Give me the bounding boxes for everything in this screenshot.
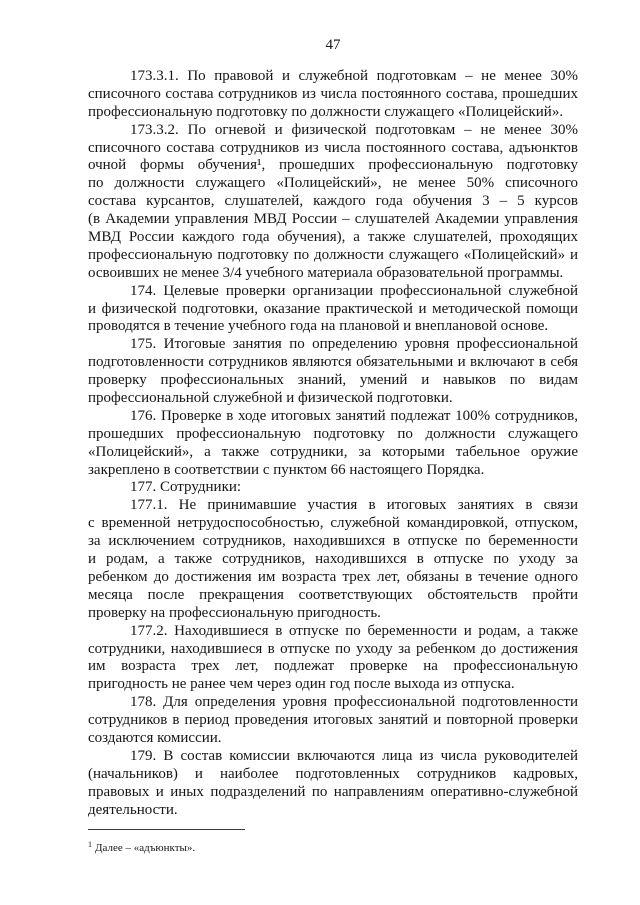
text-line: 179. В состав комиссии включаются лица из числа руководителей [130,747,578,764]
text-line: и родам, а также сотрудников, находившихся в отпуске по уходу за [88,551,578,568]
text-line: 173.3.2. По огневой и физической подготовкам – не менее 30% [130,121,578,138]
text-line: МВД России каждого года обучения), а также слушателей, проходящих [88,229,578,246]
text-line: сотрудников в период проведения итоговых занятий и повторной проверки [88,712,578,729]
text-line: правовых и иных подразделений по направлениям оперативно-служебной [88,783,578,800]
page-number: 47 [325,37,341,53]
clause-178 [88,694,578,748]
text-line: списочного состава сотрудников из числа постоянного состава, прошедших [88,85,578,102]
text-line: им возраста трех лет, подлежат проверке на профессиональную [88,658,578,675]
clause-173-3-2 [88,122,578,283]
text-line: с временной нетрудоспособностью, служебной командировкой, отпуском, [88,515,578,532]
text-line: прошедших профессиональную подготовку по должности служащего [88,425,578,442]
clause-177 [88,479,578,497]
text-line: (начальников) и наиболее подготовленных сотрудников кадровых, [88,765,578,782]
text-line: месяца после прекращения соответствующих обстоятельств пройти [88,586,578,603]
text-line: 173.3.1. По правовой и служебной подготовкам – не менее 30% [130,68,578,84]
text-line: закреплено в соответствии с пунктом 66 настоящего Порядка. [88,461,485,478]
footnote-text: Далее – «адъюнкты». [95,842,196,854]
text-line: 177. Сотрудники: [130,479,242,496]
text-line: подготовленности сотрудников являются обязательными и включают в себя [88,354,578,371]
clause-173-3-1 [88,68,578,122]
clause-176 [88,408,578,480]
footnote [88,841,195,856]
text-line: деятельности. [88,801,178,818]
text-line: состава курсантов, слушателей, каждого года обучения 3 – 5 курсов [88,193,578,210]
footnote-separator [88,829,245,830]
document-body [88,68,578,819]
text-line: очной формы обучения¹, прошедших профессиональную подготовку [88,157,578,174]
text-line: 175. Итоговые занятия по определению уровня профессиональной [130,336,578,353]
clause-174 [88,283,578,337]
text-line: ребенком до достижения им возраста трех лет, обязаны в течение одного [88,568,578,585]
clause-177-1 [88,497,578,622]
text-line: проверку профессиональных знаний, умений и навыков по видам [88,372,578,389]
text-line: пригодность не ранее чем через один год после выхода из отпуска. [88,676,515,693]
text-line: проверку на профессиональную пригодность. [88,604,381,621]
text-line: проводятся в течение учебного года на плановой и внеплановой основе. [88,318,549,335]
text-line: профессиональную подготовку по должности служащего «Полицейский» и [88,246,578,263]
text-line: сотрудники, находившиеся в отпуске по уходу за ребенком до достижения [88,640,578,657]
text-line: 178. Для определения уровня профессиональной подготовленности [130,694,578,711]
text-line: 177.2. Находившиеся в отпуске по беременности и родам, а также [130,622,578,639]
text-line: профессиональную подготовку по должности служащего «Полицейский». [88,103,564,120]
clause-179 [88,748,578,820]
text-line: 177.1. Не принимавшие участия в итоговых занятиях в связи [130,497,578,514]
footnote-marker: 1 [88,840,92,849]
text-line: и физической подготовки, оказание практической и методической помощи [88,300,578,317]
text-line: по должности служащего «Полицейский», не менее 50% списочного [88,175,578,192]
text-line: создаются комиссии. [88,729,222,746]
clause-175 [88,336,578,408]
text-line: 176. Проверке в ходе итоговых занятий подлежат 100% сотрудников, [130,407,578,424]
text-line: за исключением сотрудников, находившихся в отпуске по беременности [88,533,578,550]
text-line: списочного состава сотрудников из числа постоянного состава, адъюнктов [88,139,578,156]
text-line: профессиональной служебной и физической подготовки. [88,390,453,407]
text-line: 174. Целевые проверки организации профессиональной служебной [130,282,578,299]
clause-177-2 [88,623,578,695]
text-line: освоивших не менее 3/4 учебного материала образовательной программы. [88,264,564,281]
text-line: (в Академии управления МВД России – слушателей Академии управления [88,211,578,228]
text-line: «Полицейский», а также сотрудники, за которыми табельное оружие [88,443,578,460]
